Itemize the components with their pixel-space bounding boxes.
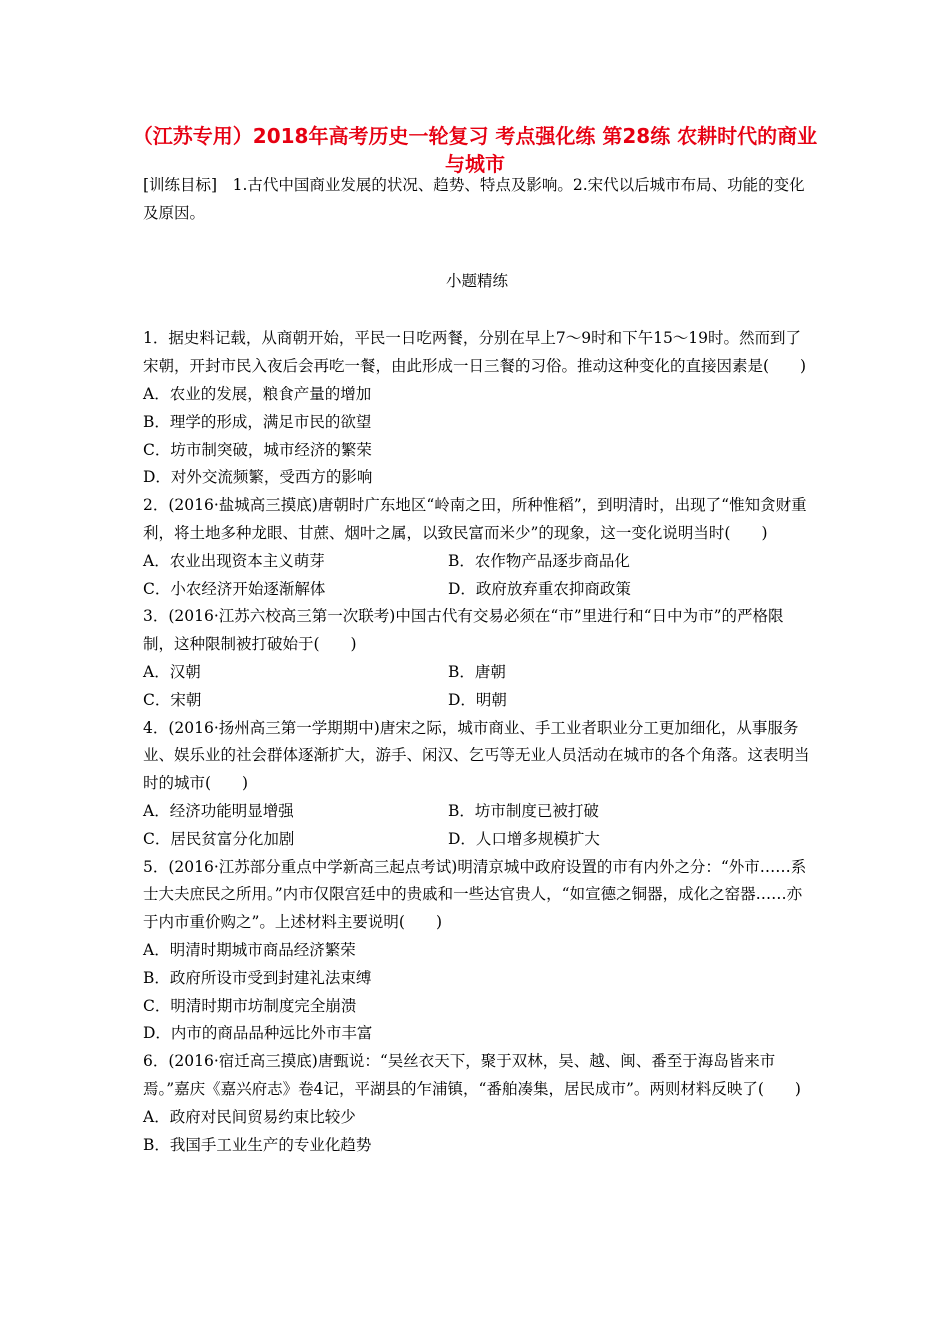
document-title: （江苏专用）2018年高考历史一轮复习 考点强化练 第28练 农耕时代的商业与城市: [132, 124, 818, 176]
question-option: C．小农经济开始逐渐解体: [143, 579, 326, 598]
question-option: A．农业的发展，粮食产量的增加: [143, 384, 372, 403]
option-row: [143, 576, 811, 604]
question-option: A．政府对民间贸易约束比较少: [143, 1107, 356, 1126]
question-option: B．政府所设市受到封建礼法束缚: [143, 968, 372, 987]
option-row: [143, 687, 811, 715]
question-option: B．我国手工业生产的专业化趋势: [143, 1135, 372, 1154]
question-option: C．坊市制突破，城市经济的繁荣: [143, 440, 372, 459]
question-option: A．经济功能明显增强: [143, 801, 294, 820]
question-option: C．明清时期市坊制度完全崩溃: [143, 996, 357, 1015]
question-option: C．居民贫富分化加剧: [143, 829, 295, 848]
question-option: D．政府放弃重农抑商政策: [448, 579, 631, 598]
question-option: C．宋朝: [143, 690, 202, 709]
option-row: [143, 798, 811, 826]
question-option: D．对外交流频繁，受西方的影响: [143, 468, 373, 487]
option-row: [143, 659, 811, 687]
question-option: D．明朝: [448, 690, 507, 709]
question-option: A．明清时期城市商品经济繁荣: [143, 940, 356, 959]
option-row: [143, 548, 811, 576]
training-goal: [训练目标] 1.古代中国商业发展的状况、趋势、特点及影响。2.宋代以后城市布局、功能的变化及原因。: [143, 176, 805, 222]
section-heading: 小题精练: [445, 271, 508, 290]
question-stem: 1．据史料记载，从商朝开始，平民一日吃两餐，分别在早上7～9时和下午15～19时。然而到了宋朝，开封市民入夜后会再吃一餐，由此形成一日三餐的习俗。推动这种变化的直接因素是( ): [143, 329, 807, 376]
question-option: B．唐朝: [448, 662, 506, 681]
question-stem: 3．(2016·江苏六校高三第一次联考)中国古代有交易必须在“市”里进行和“日中为市”的严格限制，这种限制被打破始于( ): [143, 607, 784, 654]
question-option: B．坊市制度已被打破: [448, 801, 599, 820]
question-option: A．汉朝: [143, 662, 201, 681]
question-stem: 2．(2016·盐城高三摸底)唐朝时广东地区“岭南之田，所种惟稻”，到明清时，出现了“惟知贪财重利，将土地多种龙眼、甘蔗、烟叶之属，以致民富而米少”的现象，这一变化说明当时( ): [143, 496, 807, 542]
question-stem: 5．(2016·江苏部分重点中学新高三起点考试)明清京城中政府设置的市有内外之分：“外市……系士大夫庶民之所用。”内市仅限宫廷中的贵戚和一些达官贵人，“如宣德之铜器，成化之窑器……亦于内市重价购之”。上述材料主要说明( ): [143, 857, 807, 932]
question-option: D．人口增多规模扩大: [448, 829, 600, 848]
document-body: [143, 172, 811, 1159]
question-option: A．农业出现资本主义萌芽: [143, 551, 325, 570]
question-stem: 4．(2016·扬州高三第一学期期中)唐宋之际，城市商业、手工业者职业分工更加细化，从事服务业、娱乐业的社会群体逐渐扩大，游手、闲汉、乞丐等无业人员活动在城市的各个角落。这表明当时的城市( ): [143, 718, 810, 793]
option-row: [143, 826, 811, 854]
question-option: B．农作物产品逐步商品化: [448, 551, 630, 570]
question-option: D．内市的商品品种远比外市丰富: [143, 1024, 373, 1043]
question-option: B．理学的形成，满足市民的欲望: [143, 412, 372, 431]
question-stem: 6．(2016·宿迁高三摸底)唐甄说：“吴丝衣天下，聚于双林，吴、越、闽、番至于海岛皆来市焉。”嘉庆《嘉兴府志》卷4记，平湖县的乍浦镇，“番舶凑集，居民成市”。两则材料反映了( ): [143, 1052, 801, 1098]
